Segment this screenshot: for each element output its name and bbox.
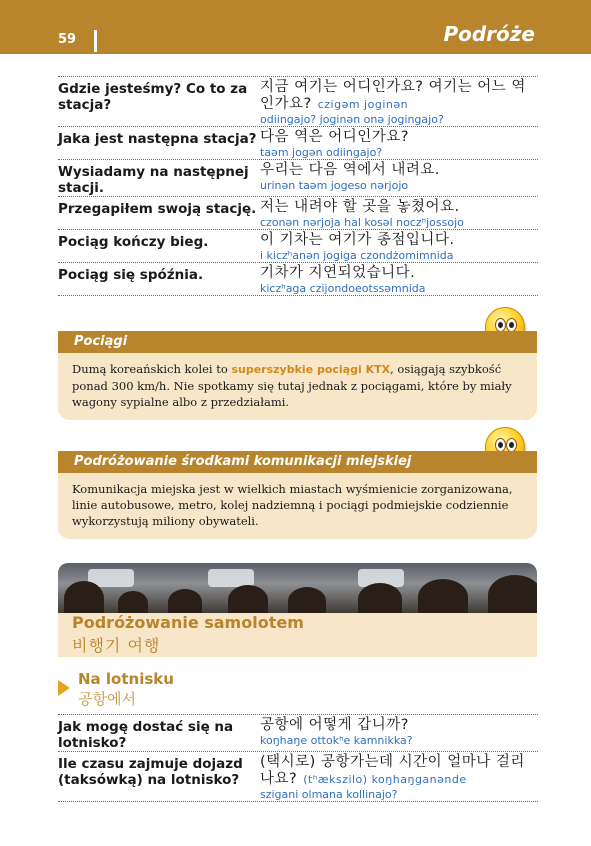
phrase-polish: Gdzie jesteśmy? Co to za stacja?	[58, 81, 248, 113]
phrase-polish: Wysiadamy na następnej stacji.	[58, 164, 249, 196]
info-box-public-transport	[58, 451, 537, 539]
phrase-korean: (택시로) 공항가는데 시간이 얼마나 걸리나요? (tʰækszilo) koŋhaŋganənde	[260, 754, 525, 787]
phrase-korean: 지금 여기는 어디인가요? 여기는 어느 역인가요? czigəm joginən	[260, 79, 526, 112]
phrase-polish: Jaka jest następna stacja?	[58, 131, 257, 147]
section-title-korean: 비행기 여행	[72, 636, 161, 655]
phrase-row	[58, 76, 538, 126]
phrase-table-airport	[58, 714, 538, 802]
info-box-text: Dumą koreańskich kolei to superszybkie pociągi KTX, osiągają szybkość ponad 300 km/h. Nie spotkamy się tutaj jednak z pociągami, które by miały wagony sypialne albo z przedziałami.	[72, 362, 512, 409]
page-header	[0, 0, 591, 54]
phrase-transliteration: urinən taəm jogeso nərjojo	[260, 179, 409, 192]
phrase-korean: 공항에 어떻게 갑니까?	[260, 717, 409, 733]
phrase-polish: Ile czasu zajmuje dojazd (taksówką) na lotnisko?	[58, 756, 243, 788]
phrase-polish: Przegapiłem swoją stację.	[58, 201, 257, 217]
highlight-text: superszybkie pociągi KTX	[231, 363, 391, 376]
phrase-transliteration: i kiczʰanən jogiga czondżomimnida	[260, 249, 454, 262]
phrase-row	[58, 714, 538, 751]
phrase-row	[58, 229, 538, 262]
info-box-title: Pociągi	[58, 331, 537, 353]
phrase-polish: Jak mogę dostać się na lotnisko?	[58, 719, 234, 751]
phrase-transliteration: (tʰækszilo) koŋhaŋganənde	[303, 773, 467, 786]
phrase-row	[58, 159, 538, 196]
phrase-korean: 우리는 다음 역에서 내려요.	[260, 162, 441, 178]
info-box-title: Podróżowanie środkami komunikacji miejskiej	[58, 451, 537, 473]
airplane-cabin-photo	[58, 563, 537, 615]
phrase-table	[58, 76, 538, 296]
phrase-row	[58, 262, 538, 296]
phrase-polish: Pociąg się spóźnia.	[58, 267, 204, 283]
section-title: Podróżowanie samolotem	[72, 613, 304, 632]
phrase-transliteration: taəm jogən odiingajo?	[260, 146, 383, 159]
subsection-title-korean: 공항에서	[78, 690, 136, 708]
header-divider	[94, 30, 97, 52]
phrase-korean: 다음 역은 어디인가요?	[260, 129, 409, 145]
phrase-transliteration: czigəm joginən	[317, 98, 409, 111]
phrase-transliteration: kiczʰaga czijondoeotssəmnida	[260, 282, 426, 295]
phrase-transliteration: czonən nərjoja hal kosəl noczʰjossojo	[260, 216, 464, 229]
section-header	[58, 613, 537, 657]
phrase-row	[58, 126, 538, 159]
info-box-trains	[58, 331, 537, 420]
phrase-korean: 기차가 지연되었습니다.	[260, 265, 416, 281]
phrase-polish: Pociąg kończy bieg.	[58, 234, 209, 250]
play-arrow-icon	[58, 680, 70, 696]
phrase-korean: 저는 내려야 할 곳을 놓쳤어요.	[260, 199, 460, 215]
phrase-korean: 이 기차는 여기가 종점입니다.	[260, 232, 455, 248]
phrase-transliteration: odiingajo? joginən onə jogingajo?	[260, 113, 444, 126]
page-number: 59	[58, 32, 77, 47]
phrase-row	[58, 196, 538, 229]
phrase-transliteration: koŋhaŋe ottokʰe kamnikka?	[260, 734, 413, 747]
chapter-title: Podróże	[443, 22, 535, 46]
subsection-title: Na lotnisku	[78, 670, 174, 688]
phrase-row	[58, 751, 538, 802]
info-box-text: Komunikacja miejska jest w wielkich miastach wyśmienicie zorganizowana, linie autobusowe, metro, kolej nadziemną i pociągi podmiejskie codziennie wykorzystują miliony obywateli.	[72, 482, 513, 528]
phrase-transliteration: szigani olmana kollinajo?	[260, 788, 398, 801]
